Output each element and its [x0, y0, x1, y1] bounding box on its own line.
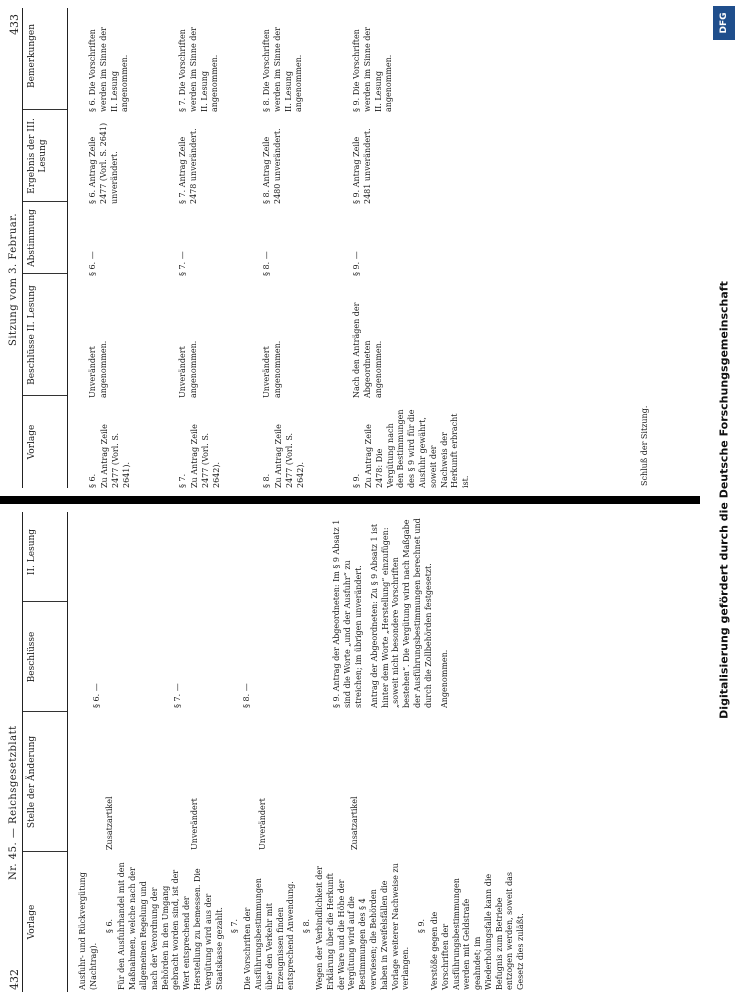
row-abst: § 9. —: [352, 251, 361, 276]
row-text: Zu Antrag Zeile 2477 (Vorl. S. 2642).: [274, 424, 305, 488]
row-text: Zu Antrag Zeile 2477 (Vorl. S. 2642).: [190, 424, 221, 488]
right-column-header: [22, 8, 68, 488]
stelle-label: Zusatzartikel: [350, 796, 359, 850]
paragraph-mark: § 9.: [417, 918, 427, 934]
row-bemerkung: § 8. Die Vorschriften werden im Sinne der II. Lesung angenommen.: [262, 27, 304, 112]
left-column-header: [22, 512, 68, 992]
col-divider: [23, 711, 67, 712]
paragraph-mark: § 7.: [230, 918, 240, 934]
col-divider: [23, 851, 67, 852]
row-ergebnis: § 7. Antrag Zeile 2478 unverändert.: [178, 128, 198, 204]
row-ergebnis: § 6. Antrag Zeile 2477 (Vorl. S. 2641) unverändert.: [88, 122, 119, 204]
col-commission: II. Lesung: [27, 528, 37, 576]
watermark-text: Digitalisierung gefördert durch die Deutsche Forschungsgemeinschaft: [717, 281, 731, 719]
left-page: [0, 504, 700, 1000]
paragraph-mark: § 6.: [104, 918, 114, 934]
footnote: Angenommen.: [439, 649, 449, 708]
col-vorlage: Vorlage: [27, 904, 37, 940]
row-beschluss: Unverändert angenommen.: [262, 340, 282, 398]
row-bemerkung: § 6. Die Vorschriften werden im Sinne der II. Lesung angenommen.: [88, 27, 130, 112]
paragraph-text: Für den Ausfuhrhandel mit den Maßnahmen, welche nach der allgemeinen Regelung und nach der Verordnung der Behörden in den Umgang gebracht worden sind, ist der Wert entsprechend der Herstellung zu bemessen. Die Vergütung wird aus der Staatskasse gezahlt.: [117, 862, 224, 990]
col-divider: [23, 109, 67, 110]
left-page-number: 432: [8, 969, 21, 990]
left-vorlage-text: [78, 862, 532, 990]
page-binding-bar: [0, 496, 700, 504]
left-running-head: Nr. 45. — Reichsgesetzblatt: [8, 725, 19, 880]
beschluss-item: § 8. —: [241, 683, 251, 708]
row-abst: § 8. —: [262, 251, 271, 276]
col-divider: [23, 201, 67, 202]
row-bemerkung: § 9. Die Vorschriften werden im Sinne der II. Lesung angenommen.: [352, 27, 394, 112]
col-divider: [23, 273, 67, 274]
row-ergebnis: § 9. Antrag Zeile 2481 unverändert.: [352, 128, 372, 204]
beschluss-item: § 7. —: [172, 683, 182, 708]
paragraph-text: Verstöße gegen die Vorschriften der Ausführungsbestimmungen werden mit Geldstrafe geahndet; im Wiederholungsfalle kann die Befugnis zum Betriebe entzogen werden, soweit das Gesetz dies zuläßt.: [429, 872, 526, 990]
row-abst: § 6. —: [88, 251, 97, 276]
row-para: § 9.: [352, 473, 361, 488]
col-abstimmung: Abstimmung: [27, 209, 37, 267]
right-page-number: 433: [8, 14, 21, 35]
right-page: [0, 0, 700, 496]
left-beschluss-text: [92, 518, 455, 708]
beschluss-item: § 9. Antrag der Abgeordneten: Im § 9 Absatz 1 sind die Worte „und der Ausfuhr“ zu streichen; im übrigen unverändert.: [332, 519, 363, 708]
col-ergebnis: Ergebnis der III. Lesung: [27, 118, 49, 194]
col-vorlage: Vorlage: [27, 424, 37, 460]
row-para: § 8.: [262, 473, 271, 488]
row-abst: § 7. —: [178, 251, 187, 276]
section-heading: Ausfuhr- und Rückvergütung (Nachtrag).: [78, 872, 98, 990]
col-beschluss-ii: Beschlüsse II. Lesung: [27, 285, 37, 385]
col-bemerkung: Bemerkungen: [27, 23, 37, 89]
dfg-logo-text: DFG: [719, 12, 729, 34]
beschluss-item: § 6. —: [92, 683, 101, 708]
paragraph-mark: § 8.: [302, 918, 312, 934]
right-running-head: Sitzung vom 3. Februar.: [8, 212, 19, 346]
paragraph-text: Die Vorschriften der Ausführungsbestimmungen über den Verkehr mit Erzeugnissen finden entsprechend Anwendung.: [243, 878, 296, 990]
row-beschluss: Nach den Anträgen der Abgeordneten angenommen.: [352, 302, 383, 398]
row-text: Zu Antrag Zeile 2477 (Vorl. S. 2641).: [100, 424, 131, 488]
stelle-label: Unverändert: [190, 798, 199, 850]
paragraph-text: Wegen der Verbindlichkeit der Erklärung über die Herkunft der Ware und die Höhe der Vergütung wird auf die Bestimmungen des § 4 verwiesen; die Behörden haben in Zweifelsfällen die Vorlage weiterer Nachweise zu verlangen.: [314, 863, 411, 990]
col-divider: [23, 601, 67, 602]
row-ergebnis: § 8. Antrag Zeile 2480 unverändert.: [262, 128, 282, 204]
col-divider: [23, 395, 67, 396]
row-beschluss: Unverändert angenommen.: [178, 340, 198, 398]
row-para: § 7.: [178, 473, 187, 488]
row-bemerkung: § 7. Die Vorschriften werden im Sinne der II. Lesung angenommen.: [178, 27, 220, 112]
digitization-watermark: [710, 0, 738, 1000]
row-para: § 6.: [88, 473, 97, 488]
stelle-label: Unverändert: [258, 798, 267, 850]
beschluss-item: Antrag der Abgeordneten: Zu § 9 Absatz 1 ist hinter dem Worte „Herstellung“ einzufügen: „soweit nicht besondere Vorschriften bestehen“. Die Vergütung wird nach Maßgabe der Ausführungsbestimmungen berechnet und durch die Zollbehörden festgesetzt.: [369, 518, 433, 708]
stelle-label: Zusatzartikel: [105, 796, 114, 850]
col-beschluss: Beschlüsse: [27, 631, 37, 683]
footer-note: Schluß der Sitzung.: [640, 405, 649, 486]
row-beschluss: Unverändert angenommen.: [88, 340, 108, 398]
row-text: Zu Antrag Zeile 2478: Die Vergütung nach den Bestimmungen des § 9 wird für die Ausfuhr gewährt, soweit der Nachweis der Herkunft erbracht ist.: [364, 409, 471, 488]
col-stelle: Stelle der Änderung: [27, 735, 37, 829]
dfg-logo: [713, 6, 735, 40]
